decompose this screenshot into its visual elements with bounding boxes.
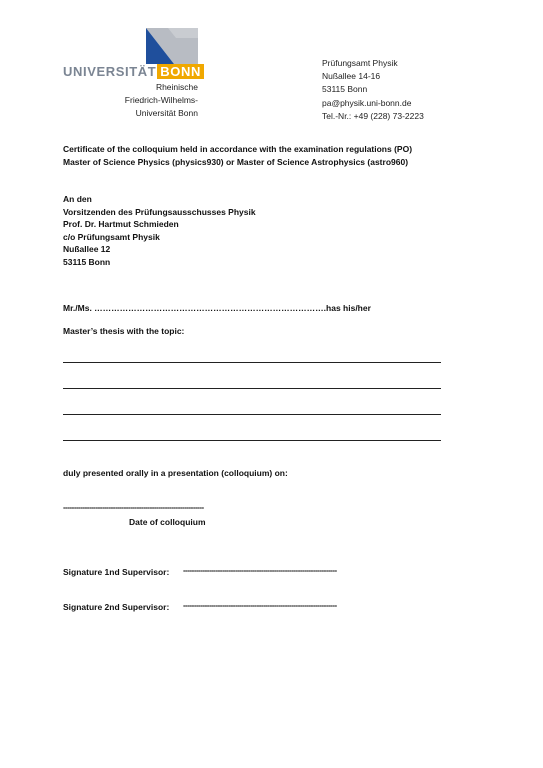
institution-line: Universität Bonn bbox=[135, 108, 198, 118]
recipient-address bbox=[63, 193, 256, 268]
recipient-line: 53115 Bonn bbox=[63, 256, 111, 267]
logo-text-main: UNIVERSITÄT bbox=[63, 64, 157, 79]
title-line: Master of Science Physics (physics930) or Master of Science Astrophysics (astro960) bbox=[63, 156, 409, 167]
document-title bbox=[63, 143, 412, 168]
signature-2-dash-line: ----------------------------------------------------------------------- bbox=[183, 601, 337, 610]
contact-line: Nußallee 14-16 bbox=[322, 71, 381, 82]
contact-line: Prüfungsamt Physik bbox=[322, 58, 398, 68]
thesis-topic-line bbox=[63, 414, 441, 415]
recipient-line: Prof. Dr. Hartmut Schmieden bbox=[63, 219, 179, 229]
signature-1-dash-line: ----------------------------------------------------------------------- bbox=[183, 566, 337, 575]
contact-address bbox=[322, 57, 424, 123]
signature-2-label: Signature 2nd Supervisor: bbox=[63, 602, 170, 612]
contact-line: 53115 Bonn bbox=[322, 84, 368, 95]
date-dash-line: ----------------------------------------------------------------- bbox=[63, 503, 204, 512]
presentation-label: duly presented orally in a presentation (colloquium) on: bbox=[63, 468, 288, 478]
logo-text-bonn: BONN bbox=[157, 64, 204, 79]
institution-name bbox=[28, 81, 198, 120]
contact-email: pa@physik.uni-bonn.de bbox=[322, 97, 412, 108]
logo-wordmark bbox=[63, 64, 204, 79]
recipient-line: An den bbox=[63, 194, 92, 204]
recipient-line: Nußallee 12 bbox=[63, 244, 111, 254]
recipient-line: c/o Prüfungsamt Physik bbox=[63, 231, 160, 242]
thesis-topic-line bbox=[63, 440, 441, 441]
recipient-line: Vorsitzenden des Prüfungsausschusses Physik bbox=[63, 206, 256, 217]
date-label: Date of colloquium bbox=[129, 517, 206, 527]
student-name-line: Mr./Ms. ……………………………………………………………………….has his/her bbox=[63, 303, 371, 313]
title-line: Certificate of the colloquium held in accordance with the examination regulations (PO) bbox=[63, 144, 413, 154]
thesis-topic-line bbox=[63, 388, 441, 389]
thesis-topic-line bbox=[63, 362, 441, 363]
contact-phone: Tel.-Nr.: +49 (228) 73-2223 bbox=[322, 110, 424, 121]
thesis-topic-label: Master’s thesis with the topic: bbox=[63, 326, 185, 336]
university-logo-icon bbox=[146, 28, 198, 64]
institution-line: Rheinische bbox=[155, 82, 198, 92]
institution-line: Friedrich-Wilhelms- bbox=[124, 95, 198, 105]
signature-1-label: Signature 1nd Supervisor: bbox=[63, 567, 170, 577]
